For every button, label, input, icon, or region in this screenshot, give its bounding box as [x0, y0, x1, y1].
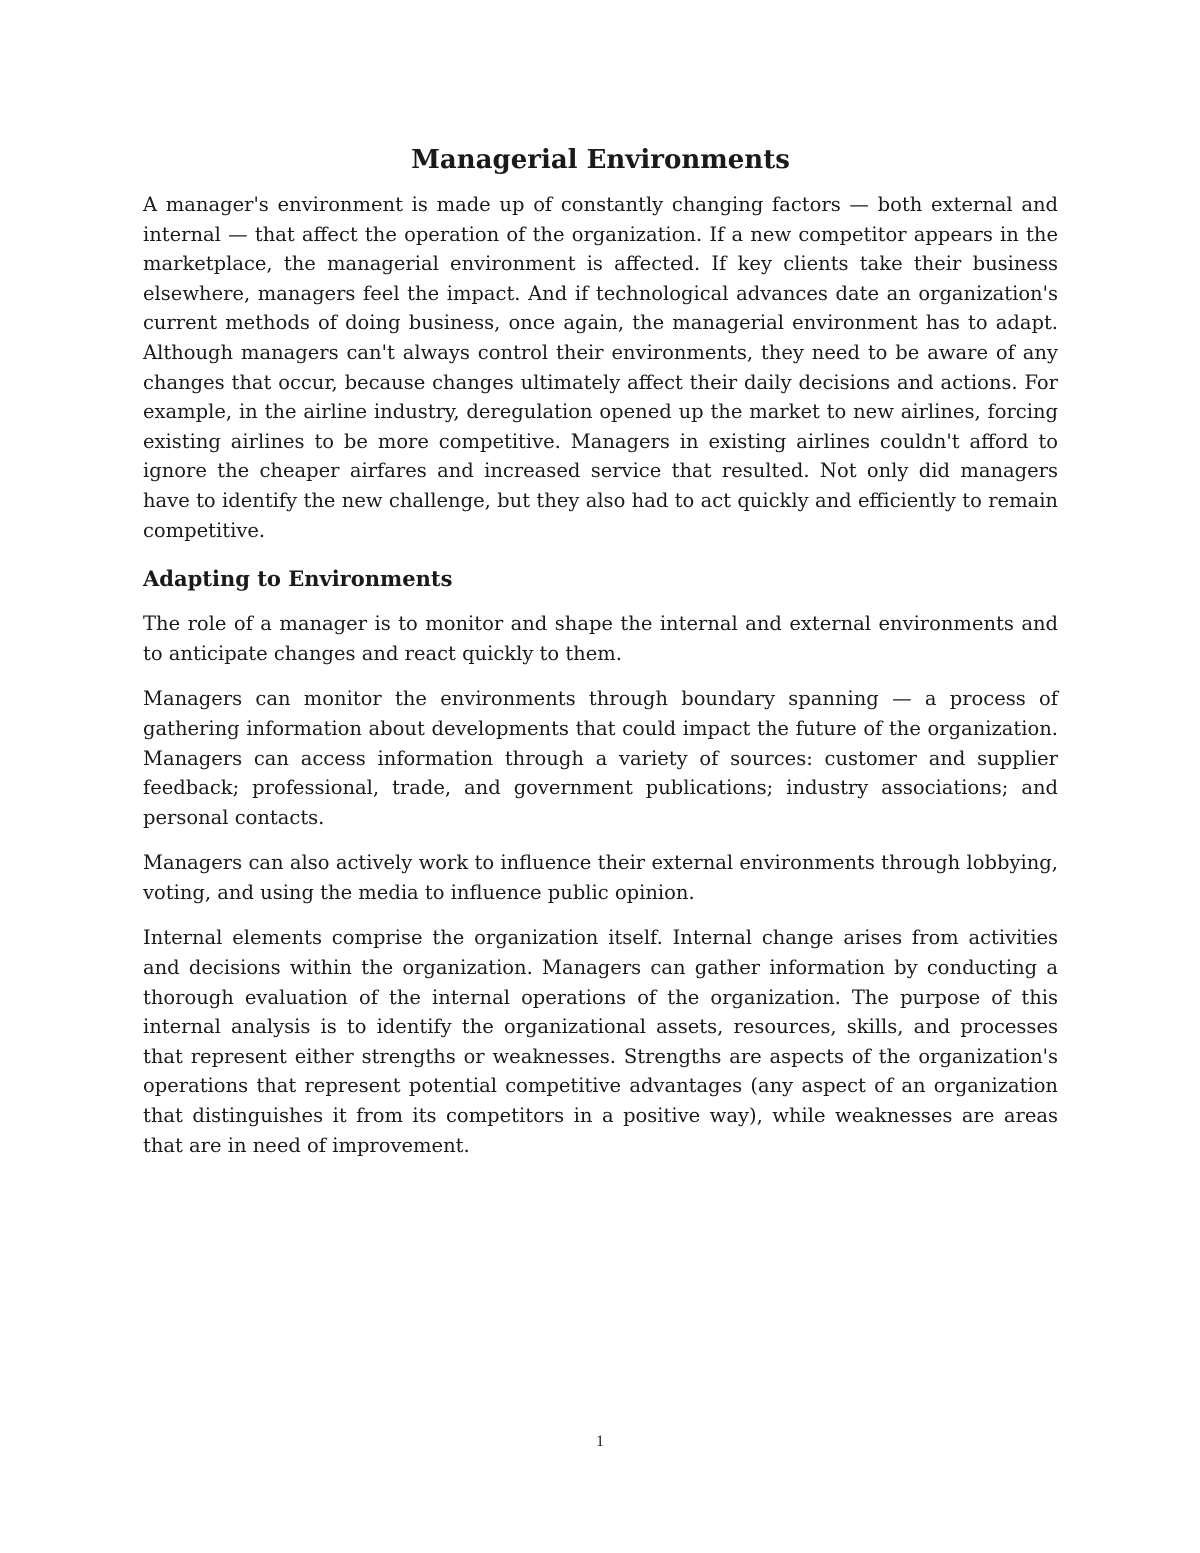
section-paragraph: Internal elements comprise the organization itself. Internal change arises from activities and decisions within the organization. Managers can gather information by conducting a thorough evaluation of the internal operations of the organization. The purpose of this internal analysis is to identify the organizational assets, resources, skills, and processes that represent either strengths or weaknesses. Strengths are aspects of the organization's operations that represent potential competitive advantages (any aspect of an organization that distinguishes it from its competitors in a positive way), while weaknesses are areas that are in need of improvement.: [143, 926, 1058, 1157]
document-title: Managerial Environments: [411, 145, 790, 175]
document-page: [143, 138, 1058, 1160]
section-paragraph: The role of a manager is to monitor and shape the internal and external environments and to anticipate changes and react quickly to them.: [143, 612, 1058, 665]
section-paragraph: Managers can also actively work to influence their external environments through lobbying, voting, and using the media to influence public opinion.: [143, 851, 1058, 904]
intro-paragraph: A manager's environment is made up of constantly changing factors — both external and internal — that affect the operation of the organization. If a new competitor appears in the marketplace, the managerial environment is affected. If key clients take their business elsewhere, managers feel the impact. And if technological advances date an organization's current methods of doing business, once again, the managerial environment has to adapt. Although managers can't always control their environments, they need to be aware of any changes that occur, because changes ultimately affect their daily decisions and actions. For example, in the airline industry, deregulation opened up the market to new airlines, forcing existing airlines to be more competitive. Managers in existing airlines couldn't afford to ignore the cheaper airfares and increased service that resulted. Not only did managers have to identify the new challenge, but they also had to act quickly and efficiently to remain competitive.: [143, 193, 1058, 542]
section-paragraph: Managers can monitor the environments through boundary spanning — a process of gathering information about developments that could impact the future of the organization. Managers can access information through a variety of sources: customer and supplier feedback; professional, trade, and government publications; industry associations; and personal contacts.: [143, 687, 1058, 829]
section-heading: Adapting to Environments: [143, 566, 453, 592]
page-number: 1: [596, 1433, 604, 1450]
